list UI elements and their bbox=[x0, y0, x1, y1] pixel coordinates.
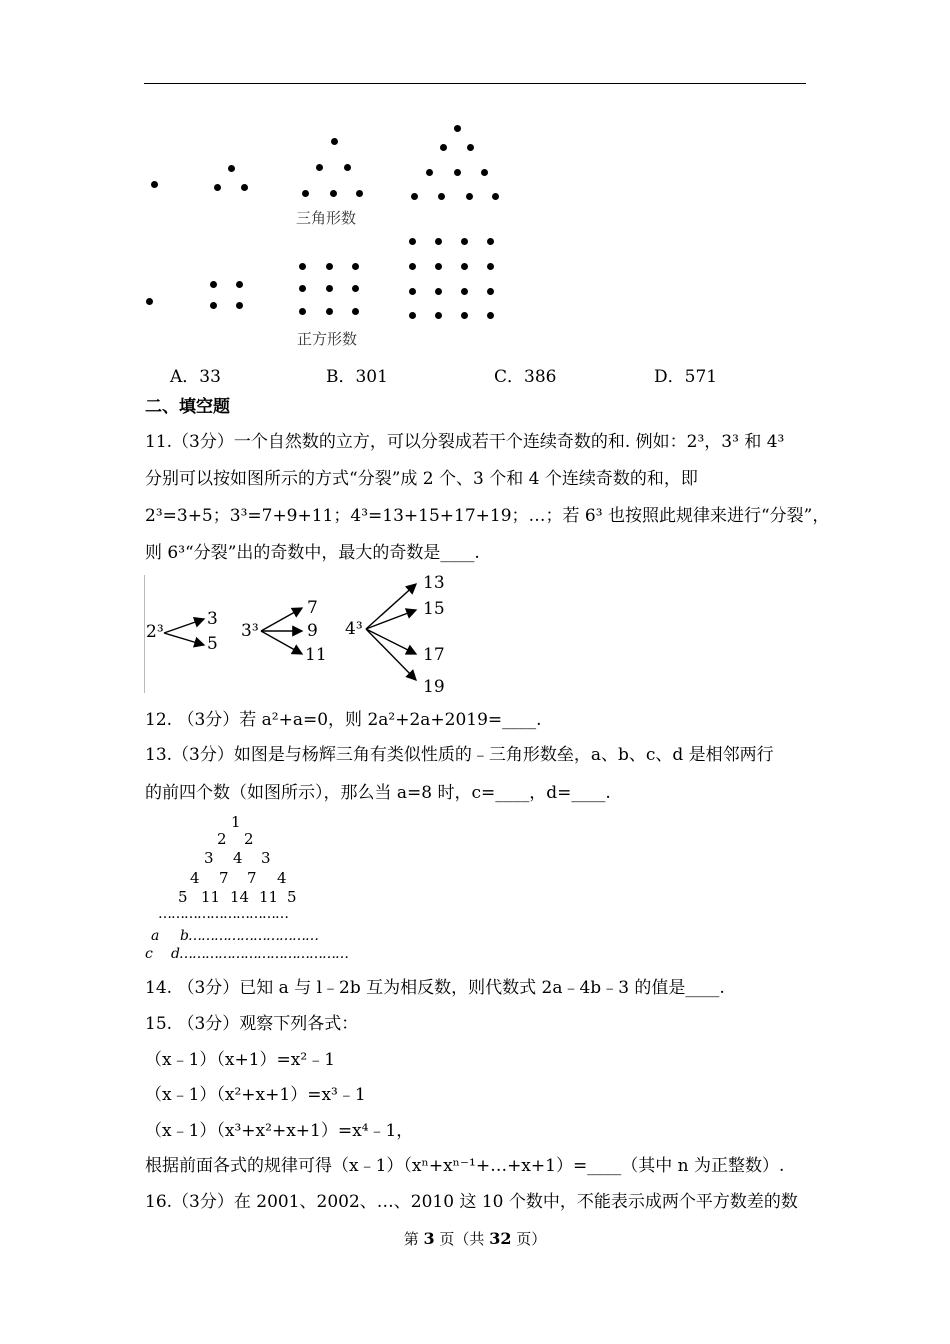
footer-prefix: 第 bbox=[403, 1230, 424, 1248]
dot bbox=[146, 298, 153, 305]
tri-label-b: b………………………… bbox=[180, 928, 318, 944]
odd-9: 9 bbox=[307, 621, 318, 641]
odd-11: 11 bbox=[305, 645, 327, 665]
dot bbox=[461, 238, 468, 245]
footer-middle: 页（共 bbox=[434, 1230, 490, 1248]
dot bbox=[435, 288, 442, 295]
tri-label-d: d………………………………… bbox=[171, 946, 348, 962]
option-a: A．33 bbox=[170, 367, 221, 387]
dot bbox=[438, 193, 445, 200]
odd-17: 17 bbox=[423, 645, 445, 665]
page-footer bbox=[0, 1228, 950, 1249]
dot bbox=[236, 281, 243, 288]
dot bbox=[454, 169, 461, 176]
triangle-caption: 三角形数 bbox=[296, 209, 357, 227]
q11-line4: 则 6³“分裂”出的奇数中，最大的奇数是____. bbox=[145, 543, 480, 563]
q11-line1: 11.（3分）一个自然数的立方，可以分裂成若干个连续奇数的和. 例如：2³，3³ 和 4³ bbox=[145, 432, 785, 452]
dot bbox=[331, 138, 338, 145]
dot bbox=[151, 181, 158, 188]
dot bbox=[409, 263, 416, 270]
dot bbox=[487, 288, 494, 295]
tri-r4-2: 7 bbox=[219, 869, 229, 887]
tri-r3-3: 3 bbox=[261, 849, 271, 867]
odd-5: 5 bbox=[207, 634, 218, 654]
option-d: D．571 bbox=[654, 367, 718, 387]
dot bbox=[326, 263, 333, 270]
dot bbox=[316, 164, 323, 171]
dot bbox=[356, 190, 363, 197]
q11-line3: 2³=3+5；3³=7+9+11；4³=13+15+17+19；…；若 6³ 也按照此规律来进行“分裂”， bbox=[145, 506, 830, 526]
odd-7: 7 bbox=[307, 598, 318, 618]
dot bbox=[435, 263, 442, 270]
dot bbox=[411, 193, 418, 200]
dot bbox=[236, 302, 243, 309]
base-2-cubed: 2³ bbox=[146, 622, 164, 642]
dot bbox=[409, 238, 416, 245]
dot bbox=[481, 169, 488, 176]
tri-r6-dots: ………………………… bbox=[158, 906, 288, 922]
tri-r4-4: 4 bbox=[277, 869, 287, 887]
tri-label-c: c bbox=[145, 946, 153, 962]
tri-label-a: a bbox=[151, 928, 160, 944]
tri-r3-2: 4 bbox=[233, 849, 243, 867]
dot bbox=[426, 169, 433, 176]
q12-line1: 12. （3分）若 a²+a=0，则 2a²+2a+2019=____. bbox=[145, 710, 542, 730]
q16-line1: 16.（3分）在 2001、2002、…、2010 这 10 个数中，不能表示成两个平方数差的数 bbox=[145, 1192, 798, 1212]
dot bbox=[409, 288, 416, 295]
tri-r2-1: 2 bbox=[217, 830, 227, 848]
dot bbox=[435, 312, 442, 319]
dot bbox=[326, 285, 333, 292]
header-rule bbox=[144, 83, 806, 84]
dot bbox=[487, 238, 494, 245]
dot bbox=[210, 302, 217, 309]
q15-eq3: （x﹣1）（x³+x²+x+1）=x⁴﹣1， bbox=[145, 1121, 414, 1141]
dot bbox=[299, 285, 306, 292]
dot bbox=[435, 238, 442, 245]
split-arrows bbox=[140, 570, 460, 700]
dot bbox=[302, 190, 309, 197]
dot bbox=[409, 312, 416, 319]
q15-line-last: 根据前面各式的规律可得（x﹣1）（xⁿ+xⁿ⁻¹+…+x+1）=____（其中 n 为正整数）. bbox=[145, 1156, 785, 1176]
tri-r5-3: 14 bbox=[230, 888, 250, 906]
q14-line1: 14. （3分）已知 a 与 l﹣2b 互为相反数，则代数式 2a﹣4b﹣3 的值是____. bbox=[145, 978, 725, 998]
tri-r1-1: 1 bbox=[231, 813, 241, 831]
dot bbox=[330, 190, 337, 197]
dot bbox=[352, 285, 359, 292]
base-4-cubed: 4³ bbox=[345, 619, 363, 639]
tri-r5-2: 11 bbox=[201, 888, 221, 906]
q13-line2: 的前四个数（如图所示），那么当 a=8 时，c=____，d=____. bbox=[145, 783, 611, 803]
option-b: B．301 bbox=[326, 367, 388, 387]
dot bbox=[352, 308, 359, 315]
tri-r4-3: 7 bbox=[247, 869, 257, 887]
odd-19: 19 bbox=[423, 677, 445, 697]
footer-total-pages: 32 bbox=[489, 1229, 512, 1248]
dot bbox=[492, 193, 499, 200]
dot bbox=[467, 144, 474, 151]
q13-line1: 13.（3分）如图是与杨辉三角有类似性质的﹣三角形数垒，a、b、c、d 是相邻两行 bbox=[145, 745, 774, 765]
dot bbox=[299, 308, 306, 315]
dot bbox=[210, 281, 217, 288]
dot bbox=[214, 184, 221, 191]
odd-13: 13 bbox=[423, 573, 445, 593]
dot bbox=[487, 263, 494, 270]
footer-suffix: 页） bbox=[511, 1230, 547, 1248]
dot bbox=[461, 288, 468, 295]
dot bbox=[466, 193, 473, 200]
tri-r3-1: 3 bbox=[204, 849, 214, 867]
dot bbox=[440, 144, 447, 151]
dot bbox=[461, 312, 468, 319]
q15-eq1: （x﹣1）（x+1）=x²﹣1 bbox=[145, 1050, 336, 1070]
dot bbox=[241, 184, 248, 191]
dot bbox=[352, 263, 359, 270]
dot bbox=[299, 263, 306, 270]
q15-line1: 15. （3分）观察下列各式： bbox=[145, 1014, 359, 1034]
odd-3: 3 bbox=[207, 609, 218, 629]
base-3-cubed: 3³ bbox=[241, 621, 259, 641]
dot bbox=[344, 164, 351, 171]
q11-line2: 分别可以按如图所示的方式“分裂”成 2 个、3 个和 4 个连续奇数的和，即 bbox=[145, 469, 698, 489]
dot bbox=[454, 125, 461, 132]
square-caption: 正方形数 bbox=[297, 330, 358, 348]
option-c: C．386 bbox=[494, 367, 557, 387]
section-heading: 二、填空题 bbox=[145, 397, 230, 417]
q15-eq2: （x﹣1）（x²+x+1）=x³﹣1 bbox=[145, 1085, 366, 1105]
tri-r2-2: 2 bbox=[244, 830, 254, 848]
dot bbox=[487, 312, 494, 319]
dot bbox=[461, 263, 468, 270]
tri-r5-4: 11 bbox=[259, 888, 279, 906]
tri-r5-1: 5 bbox=[178, 888, 188, 906]
odd-15: 15 bbox=[423, 599, 445, 619]
dot bbox=[326, 308, 333, 315]
tri-r5-5: 5 bbox=[287, 888, 297, 906]
dot bbox=[228, 165, 235, 172]
tri-r4-1: 4 bbox=[190, 869, 200, 887]
footer-page-number: 3 bbox=[423, 1229, 435, 1248]
